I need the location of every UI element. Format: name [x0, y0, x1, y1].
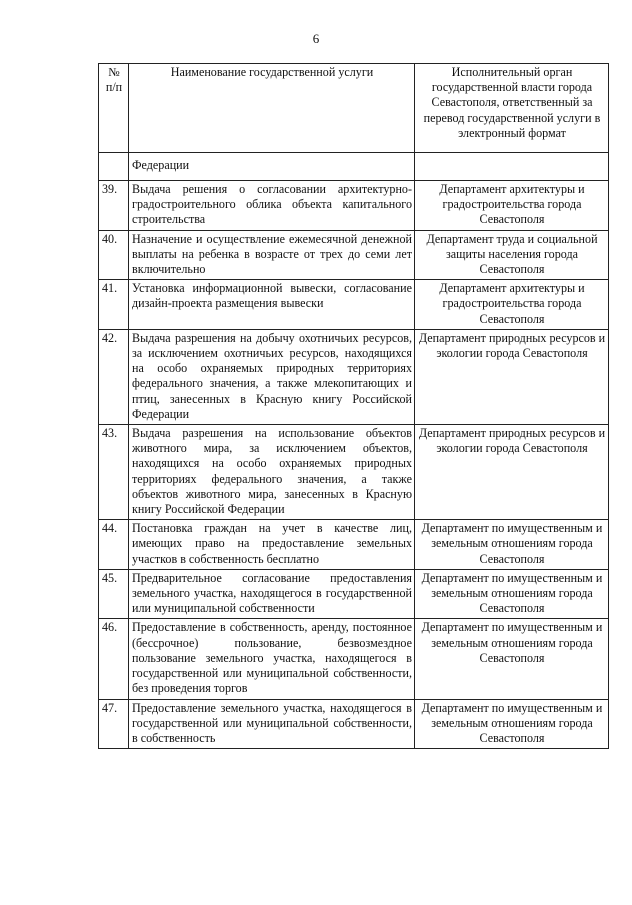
table-row: [99, 619, 609, 699]
row-number: 45.: [99, 569, 129, 619]
row-service-name: Выдача разрешения на использование объектов животного мира, за исключением объектов, находящихся на особо охраняемых природных территориях федерального значения, а также объектов животного мира, занесенных в Красную книгу Российской Федерации: [129, 425, 415, 520]
row-department: Департамент по имущественным и земельным отношениям города Севастополя: [415, 699, 609, 749]
table-row: [99, 230, 609, 280]
row-department: Департамент по имущественным и земельным отношениям города Севастополя: [415, 569, 609, 619]
row-department: Департамент по имущественным и земельным отношениям города Севастополя: [415, 619, 609, 699]
table-row: [99, 569, 609, 619]
header-service-name: Наименование государственной услуги: [129, 64, 415, 153]
row-department: Департамент архитектуры и градостроительства города Севастополя: [415, 280, 609, 330]
row-number: 41.: [99, 280, 129, 330]
row-number: 44.: [99, 520, 129, 570]
row-department: Департамент архитектуры и градостроительства города Севастополя: [415, 181, 609, 231]
table-row: [99, 425, 609, 520]
row-department: Департамент по имущественным и земельным отношениям города Севастополя: [415, 520, 609, 570]
table-row: [99, 280, 609, 330]
continuation-row: [99, 153, 609, 181]
page-number: 6: [312, 31, 320, 46]
header-responsible-department: Исполнительный орган государственной власти города Севастополя, ответственный за перевод государственной услуги в электронный формат: [415, 64, 609, 153]
row-number: 43.: [99, 425, 129, 520]
table-row: [99, 520, 609, 570]
row-service-name: Федерации: [129, 153, 415, 181]
row-service-name: Выдача решения о согласовании архитектурно-градостроительного облика объекта капитального строительства: [129, 181, 415, 231]
row-department: Департамент труда и социальной защиты населения города Севастополя: [415, 230, 609, 280]
row-number: 46.: [99, 619, 129, 699]
row-service-name: Предоставление в собственность, аренду, постоянное (бессрочное) пользование, безвозмездное пользование земельного участка, находящегося в государственной или муниципальной собственности, без проведения торгов: [129, 619, 415, 699]
row-number: 47.: [99, 699, 129, 749]
row-service-name: Предварительное согласование предоставления земельного участка, находящегося в государственной или муниципальной собственности: [129, 569, 415, 619]
row-number: 39.: [99, 181, 129, 231]
row-department: [415, 153, 609, 181]
row-service-name: Назначение и осуществление ежемесячной денежной выплаты на ребенка в возрасте от трех до семи лет включительно: [129, 230, 415, 280]
table-header-row: [99, 64, 609, 153]
header-number: № п/п: [99, 64, 129, 153]
services-table: [98, 63, 609, 749]
row-service-name: Постановка граждан на учет в качестве лиц, имеющих право на предоставление земельных участков в собственность бесплатно: [129, 520, 415, 570]
row-department: Департамент природных ресурсов и экологии города Севастополя: [415, 425, 609, 520]
row-number: 42.: [99, 329, 129, 424]
row-number: 40.: [99, 230, 129, 280]
row-service-name: Выдача разрешения на добычу охотничьих ресурсов, за исключением охотничьих ресурсов, находящихся на особо охраняемых природных территориях федерального значения, а также млекопитающих и птиц, занесенных в Красную книгу Российской Федерации: [129, 329, 415, 424]
table-row: [99, 329, 609, 424]
row-number: [99, 153, 129, 181]
row-service-name: Предоставление земельного участка, находящегося в государственной или муниципальной собственности, в собственность: [129, 699, 415, 749]
table-row: [99, 181, 609, 231]
row-service-name: Установка информационной вывески, согласование дизайн-проекта размещения вывески: [129, 280, 415, 330]
table-row: [99, 699, 609, 749]
row-department: Департамент природных ресурсов и экологии города Севастополя: [415, 329, 609, 424]
